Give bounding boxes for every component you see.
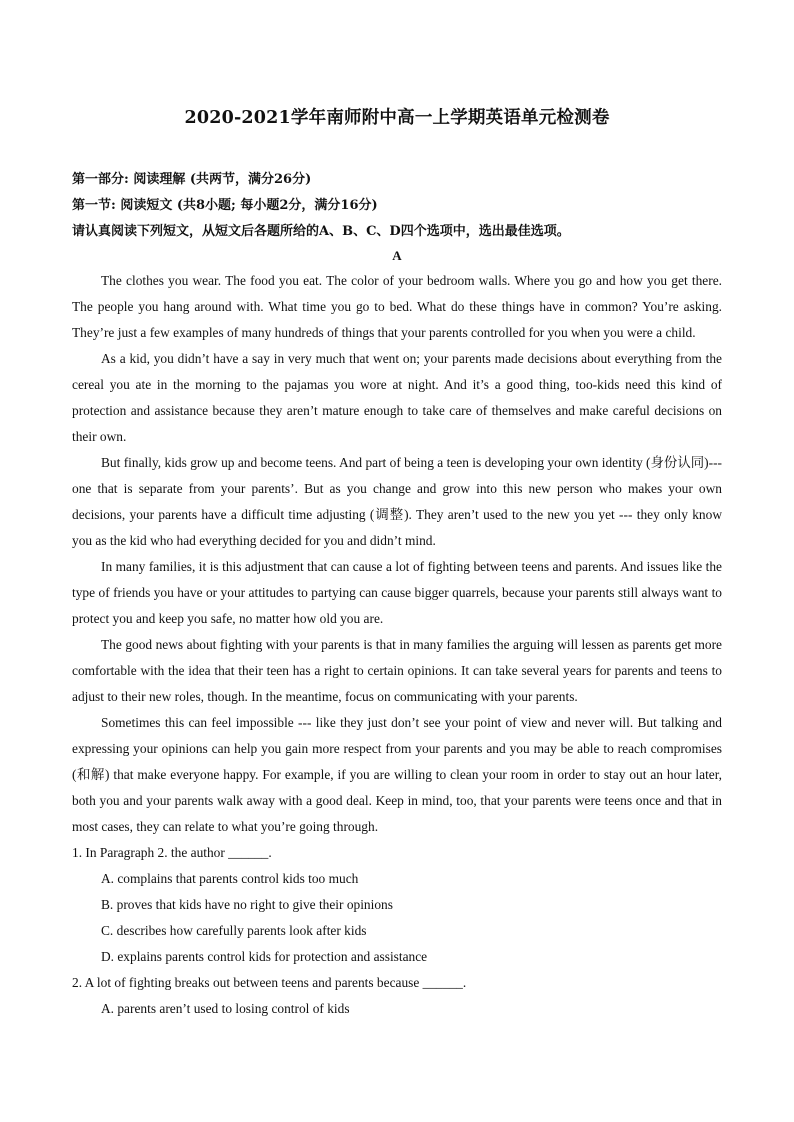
passage-label: A <box>392 248 402 263</box>
question-option: C. describes how carefully parents look after kids <box>101 923 367 938</box>
passage-body <box>72 268 722 1022</box>
paragraph-3: But finally, kids grow up and become teens. And part of being a teen is developing your own identity (身份认同)---one that is separate from your parents’. But as you change and grow into this new person who makes your own decisions, your parents have a difficult time adjusting (调整). They aren’t used to the new you yet --- they only know you as the kid who had everything decided for you and didn’t mind. <box>72 455 722 548</box>
paragraph-4: In many families, it is this adjustment that can cause a lot of fighting between teens and parents. And issues like the type of friends you have or your attitudes to partying can cause bigger quarrels, because your parents still always want to protect you and keep you safe, no matter how old you are. <box>72 559 722 626</box>
paragraph-2: As a kid, you didn’t have a say in very much that went on; your parents made decisions about everything from the cereal you ate in the morning to the pajamas you wore at night. And it’s a good thing, too-kids need this kind of protection and assistance because they aren’t mature enough to take care of themselves and make careful decisions on their own. <box>72 351 722 444</box>
question-stem: 2. A lot of fighting breaks out between teens and parents because ______. <box>72 975 467 990</box>
page-title: 2020-2021学年南师附中高一上学期英语单元检测卷 <box>184 108 610 128</box>
instruction-text: 请认真阅读下列短文，从短文后各题所给的A、B、C、D四个选项中，选出最佳选项。 <box>72 224 570 239</box>
question-1 <box>72 840 722 970</box>
question-stem: 1. In Paragraph 2. the author ______. <box>72 845 272 860</box>
question-option: A. complains that parents control kids too much <box>101 871 359 886</box>
paragraph-5: The good news about fighting with your parents is that in many families the arguing will lessen as parents get more comfortable with the idea that their teen has a right to certain opinions. It can take several years for parents and teens to adjust to their new roles, though. In the meantime, focus on communicating with your parents. <box>72 637 722 704</box>
question-option: B. proves that kids have no right to give their opinions <box>101 897 393 912</box>
paragraph-6: Sometimes this can feel impossible --- like they just don’t see your point of view and never will. But talking and expressing your opinions can help you gain more respect from your parents and you may be able to reach compromises (和解) that make everyone happy. For example, if you are willing to clean your room in order to stay out an hour later, both you and your parents walk away with a good deal. Keep in mind, too, that your parents were teens once and that in most cases, they can relate to what you’re going through. <box>72 715 722 834</box>
question-option: A. parents aren’t used to losing control of kids <box>101 1001 350 1016</box>
question-option: D. explains parents control kids for protection and assistance <box>101 949 428 964</box>
paragraph-1: The clothes you wear. The food you eat. The color of your bedroom walls. Where you go and how you get there. The people you hang around with. What time you go to bed. What do these things have in common? You’re asking. They’re just a few examples of many hundreds of things that your parents controlled for you when you were a child. <box>72 273 722 340</box>
part-heading: 第一部分: 阅读理解 (共两节，满分26分) <box>72 172 312 187</box>
question-2 <box>72 970 722 1022</box>
section-heading: 第一节: 阅读短文 (共8小题; 每小题2分，满分16分) <box>72 198 378 213</box>
